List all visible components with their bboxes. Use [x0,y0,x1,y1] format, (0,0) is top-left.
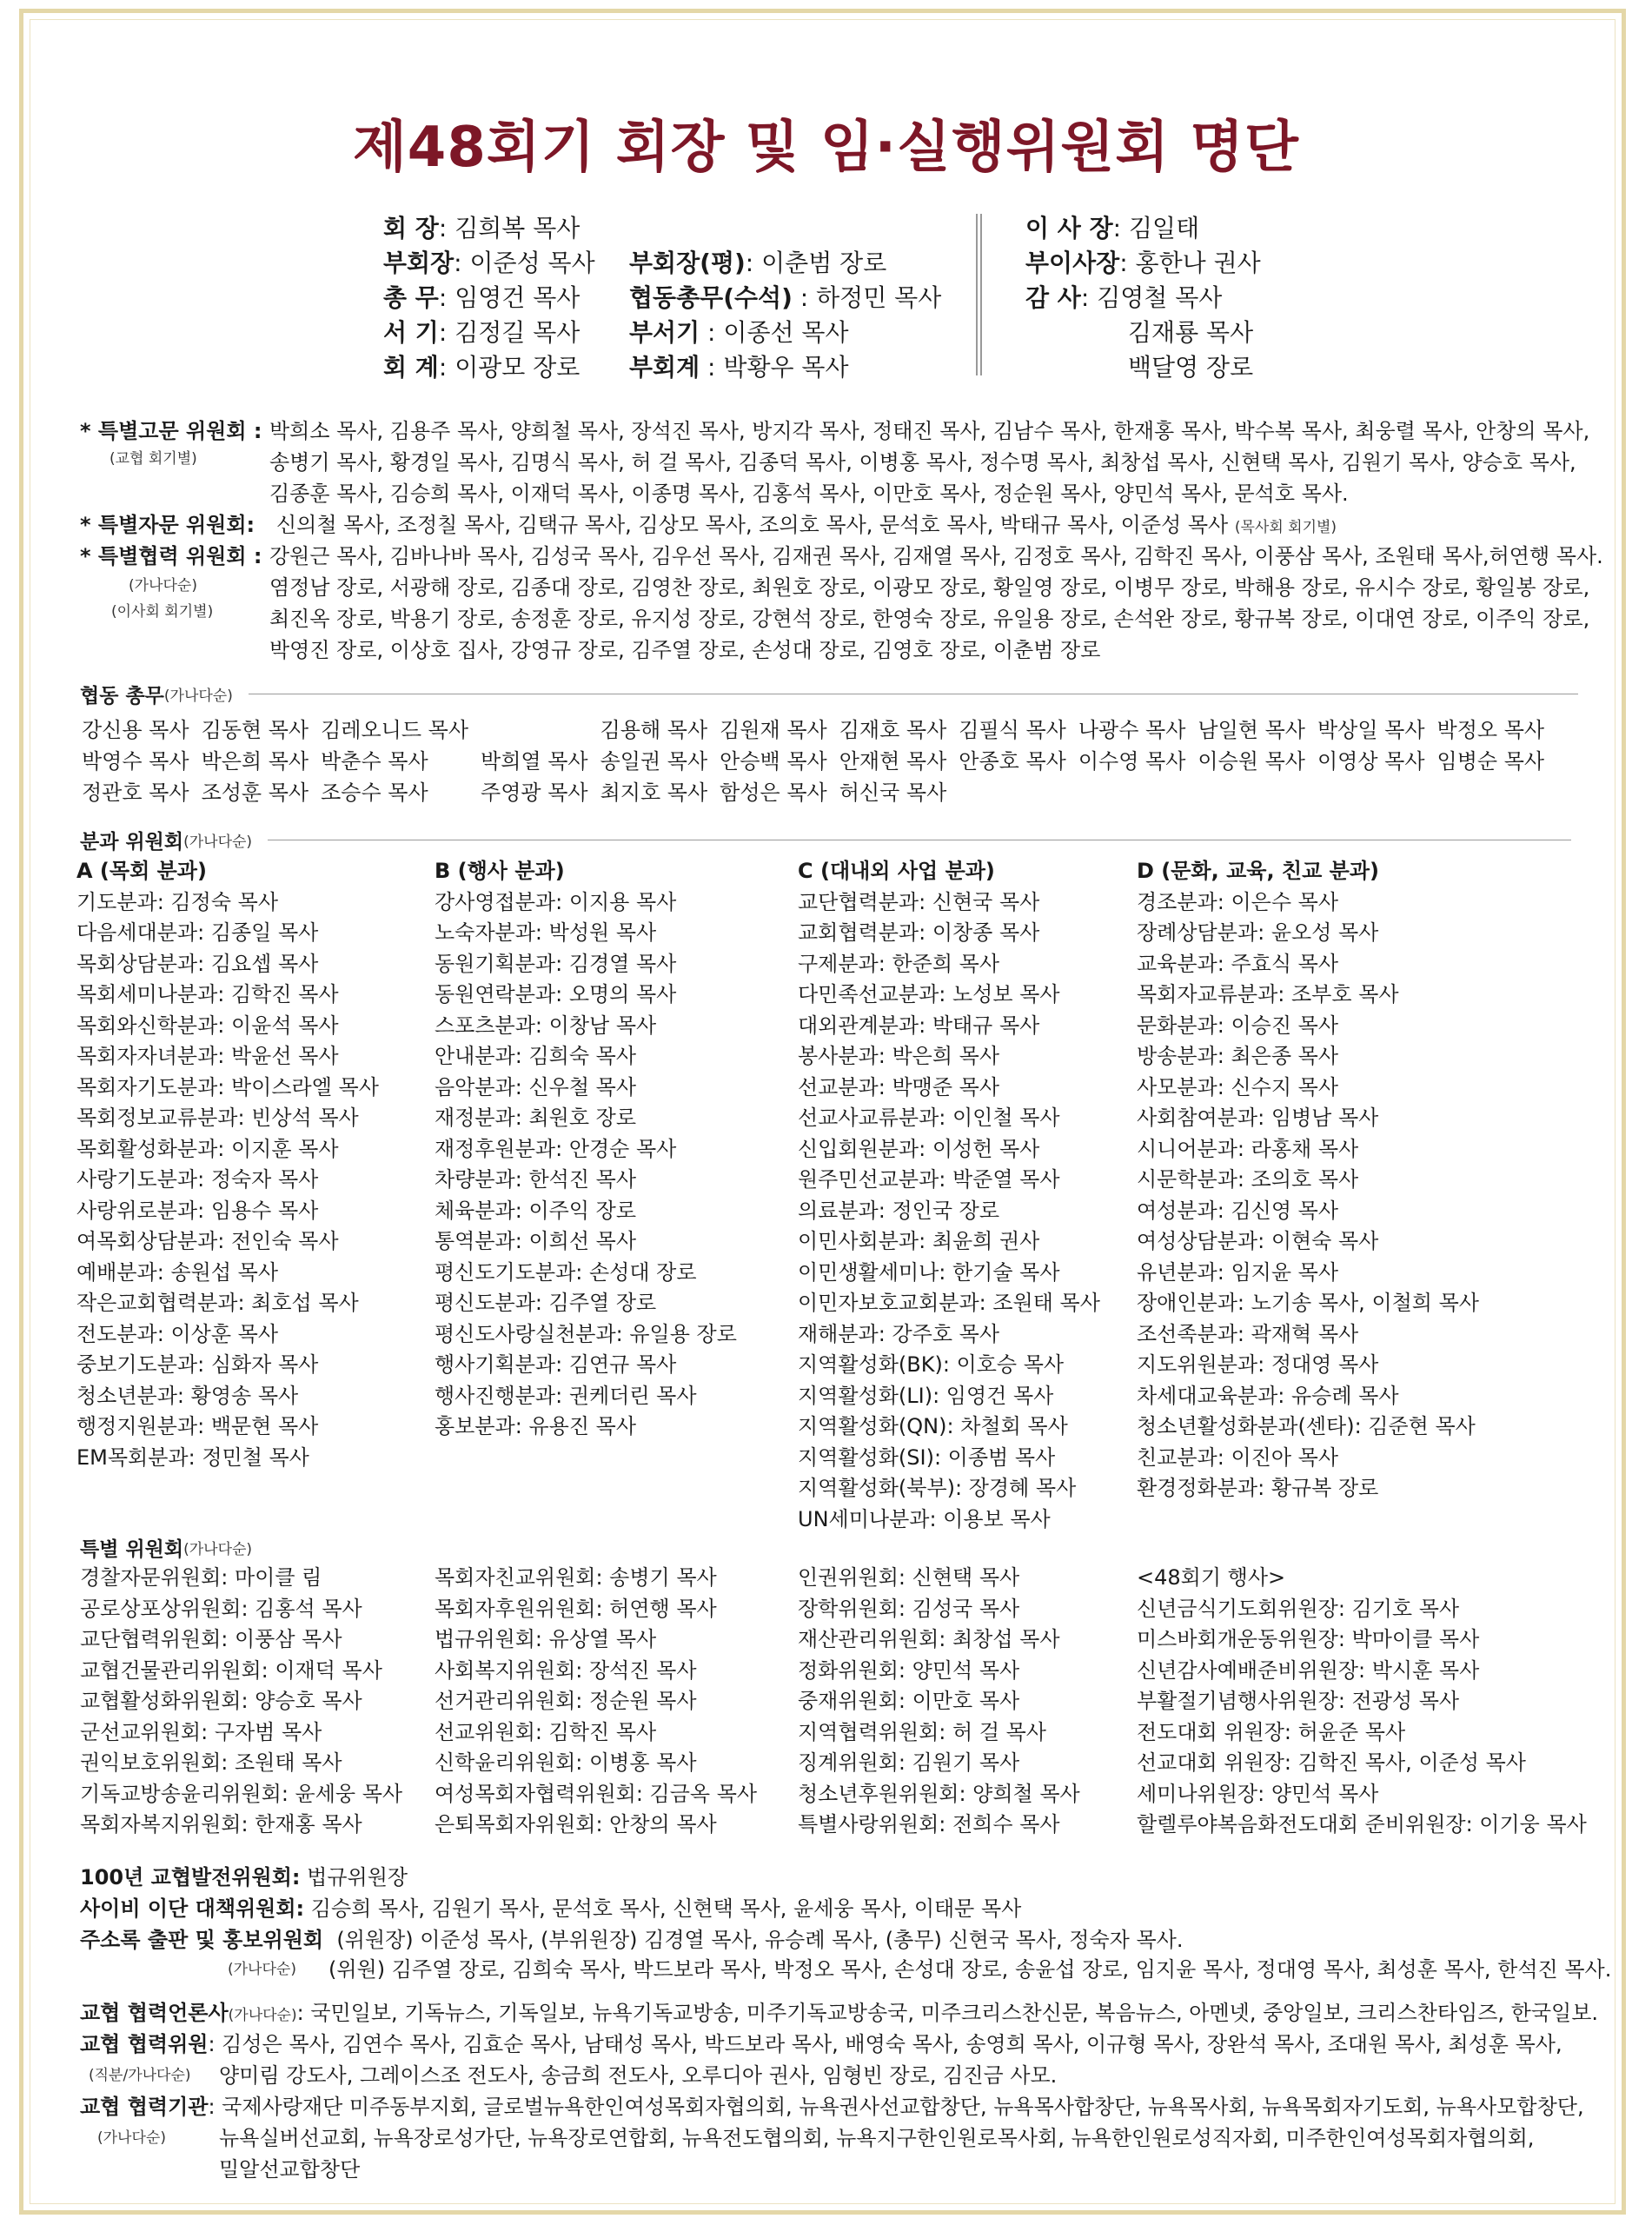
committee-item: 의료분과: 정인국 장로 [798,1198,999,1223]
partner-members-sub: (직분/가나다순) [89,2067,191,2084]
assoc-name [1198,777,1305,808]
assoc-name: 박춘수 목사 [321,749,428,774]
special-item: 전도대회 위원장: 허윤준 목사 [1137,1719,1406,1744]
special-item: 선거관리위원회: 정순원 목사 [435,1689,697,1713]
assoc-name: 조성훈 목사 [201,780,309,805]
committee-item: 차세대교육분과: 유승례 목사 [1137,1383,1399,1408]
special-item: 교단협력위원회: 이풍삼 목사 [80,1627,342,1651]
advisors-line: 김종훈 목사, 김승희 목사, 이재덕 목사, 이종명 목사, 김홍석 목사, 이만호 목사, 정순원 목사, 양민석 목사, 문석호 목사. [269,482,1349,506]
committee-item: 지역활성화(BK): 이호승 목사 [798,1352,1065,1377]
consult-label: * 특별자문 위원회: [80,513,255,537]
assoc-name [1317,777,1425,808]
committee-item: 재정분과: 최원호 장로 [435,1106,636,1130]
assoc-name: 이수영 목사 [1078,749,1186,774]
committee-item: 교회협력분과: 이창종 목사 [798,920,1040,945]
officer-row: 부회장: 이준성 목사 [383,249,595,277]
cult-committee: 사이비 이단 대책위원회: 김승희 목사, 김원기 목사, 문석호 목사, 신현택 목사, 윤세웅 목사, 이태문 목사 [80,1896,1022,1921]
special-committees-header: 특별 위원회 (가나다순) [80,1533,1536,1562]
committee-item: 중보기도분과: 심화자 목사 [76,1352,319,1377]
committee-item: 행정지원분과: 백문현 목사 [76,1414,319,1438]
committee-item: 환경정화분과: 황규복 장로 [1137,1476,1379,1500]
special-item: 목회자친교위원회: 송병기 목사 [435,1565,717,1590]
assoc-grid [82,714,1544,808]
assoc-name: 박상일 목사 [1317,718,1425,742]
committee-item: 체육분과: 이주익 장로 [435,1198,636,1223]
officer-row: 이 사 장: 김일태 [1025,214,1200,242]
committee-item: EM목회분과: 정민철 목사 [76,1445,309,1470]
coop-sub: (이사회 회기별) [111,603,214,621]
assoc-name [1078,777,1186,808]
special-col-1 [80,1563,402,1841]
assoc-name: 박영수 목사 [82,749,189,774]
committee-item: 행사진행분과: 권케더린 목사 [435,1383,697,1408]
committee-col-d [1137,856,1479,1504]
publication-members: (위원) 김주열 장로, 김희숙 목사, 박드보라 목사, 박정오 목사, 손성대 장로, 송윤섭 장로, 임지윤 목사, 정대영 목사, 최성훈 목사, 한석진 목사. [328,1957,1612,1982]
special-item: 재산관리위원회: 최창섭 목사 [798,1627,1060,1651]
committee-item: 봉사분과: 박은희 목사 [798,1044,999,1068]
committee-item: 경조분과: 이은수 목사 [1137,889,1338,914]
assoc-name: 주영광 목사 [481,780,588,805]
assoc-name: 안재현 목사 [839,749,947,774]
assoc-name: 김레오니드 목사 [321,718,469,742]
committee-item: 목회활성화분과: 이지훈 목사 [76,1136,339,1161]
partner-members: 교협 협력위원: 김성은 목사, 김연수 목사, 김효순 목사, 남태성 목사, 박드보라 목사, 배영숙 목사, 송영희 목사, 이규형 목사, 장완석 목사, 조대원 목사, 최성훈 목사, [80,2032,1562,2056]
committee-item: 사모분과: 신수지 목사 [1137,1074,1338,1099]
special-item: 신년금식기도회위원장: 김기호 목사 [1137,1596,1460,1621]
special-item: 기독교방송윤리위원회: 윤세웅 목사 [80,1781,403,1806]
committee-item: 지역활성화(SI): 이종범 목사 [798,1445,1056,1470]
committee-item: 사랑기도분과: 정숙자 목사 [76,1167,319,1192]
committee-item: UN세미나분과: 이용보 목사 [798,1506,1051,1531]
special-item: 장학위원회: 김성국 목사 [798,1596,1020,1621]
officer-row: 백달영 장로 [1128,353,1254,382]
partner-orgs-sub: (가나다순) [97,2129,166,2147]
assoc-name: 김동현 목사 [201,718,309,742]
committee-item: 지역활성화(북부): 장경혜 목사 [798,1476,1077,1500]
assoc-name: 나광수 목사 [1078,718,1186,742]
committee-item: 여성분과: 김신영 목사 [1137,1198,1338,1223]
assoc-name: 이승원 목사 [1198,749,1305,774]
committee-item: 원주민선교분과: 박준열 목사 [798,1167,1060,1192]
assoc-name: 박희열 목사 [481,749,588,774]
committee-item: 시문학분과: 조의호 목사 [1137,1167,1359,1192]
committee-item: 조선족분과: 곽재혁 목사 [1137,1321,1359,1346]
committee-item: 동원연락분과: 오명의 목사 [435,982,677,1006]
assoc-name: 송일권 목사 [600,749,708,774]
officer-row: 부회계 : 박황우 목사 [629,353,849,382]
centennial-committee: 100년 교협발전위원회: 법규위원장 [80,1865,408,1890]
publication-sub: (가나다순) [228,1961,296,1978]
coop-line: 강원근 목사, 김바나바 목사, 김성국 목사, 김우선 목사, 김재권 목사, 김재열 목사, 김정호 목사, 김학진 목사, 이풍삼 목사, 조원태 목사,허연행 목사. [269,544,1603,568]
officers-divider [976,214,982,375]
committee-item: 지역활성화(QN): 차철회 목사 [798,1414,1068,1438]
committee-item: 전도분과: 이상훈 목사 [76,1321,278,1346]
assoc-header: 협동 총무 (가나다순) [80,680,1578,708]
special-item: 경찰자문위원회: 마이클 림 [80,1565,322,1590]
committee-item: 구제분과: 한준희 목사 [798,951,999,976]
committee-item: 작은교회협력분과: 최호섭 목사 [76,1291,359,1315]
advisors-sub: (교협 회기별) [109,450,197,468]
committee-col-b [435,856,737,1443]
coop-line: 염정남 장로, 서광해 장로, 김종대 장로, 김영찬 장로, 최원호 장로, 이광모 장로, 황일영 장로, 이병무 장로, 박해용 장로, 유시수 장로, 황일봉 장로, [269,575,1590,600]
officer-row: 회 장: 김희복 목사 [383,214,581,242]
committee-item: 목회세미나분과: 김학진 목사 [76,982,339,1006]
committee-item: 평신도사랑실천분과: 유일용 장로 [435,1321,737,1346]
special-item: 법규위원회: 유상열 목사 [435,1627,657,1651]
special-item: 목회자복지위원회: 한재홍 목사 [80,1812,362,1836]
committee-heading: A (목회 분과) [76,859,207,883]
special-item: 은퇴목회자위원회: 안창의 목사 [435,1812,717,1836]
committee-item: 목회자자녀분과: 박윤선 목사 [76,1044,339,1068]
committee-item: 재해분과: 강주호 목사 [798,1321,999,1346]
committee-item: 노숙자분과: 박성원 목사 [435,920,657,945]
committee-heading: D (문화, 교육, 친교 분과) [1137,859,1379,883]
committee-heading: C (대내외 사업 분과) [798,859,995,883]
special-item: 권익보호위원회: 조원태 목사 [80,1750,342,1775]
special-item: 공로상포상위원회: 김홍석 목사 [80,1596,362,1621]
special-item: 신학윤리위원회: 이병홍 목사 [435,1750,697,1775]
assoc-name: 남일현 목사 [1198,718,1305,742]
special-item: 세미나위원장: 양민석 목사 [1137,1781,1379,1806]
committee-item: 여성상담분과: 이현숙 목사 [1137,1229,1379,1253]
officer-row: 감 사: 김영철 목사 [1025,283,1223,312]
special-item: 지역협력위원회: 허 걸 목사 [798,1719,1046,1744]
committee-item: 목회와신학분과: 이윤석 목사 [76,1013,339,1038]
committee-item: 시니어분과: 라홍채 목사 [1137,1136,1359,1161]
partner-members-line: 양미림 강도사, 그레이스조 전도사, 송금희 전도사, 오루디아 권사, 임형빈 장로, 김진금 사모. [219,2063,1058,2088]
assoc-name: 김원재 목사 [720,718,827,742]
special-item: 청소년후원위원회: 양희철 목사 [798,1781,1080,1806]
committee-col-a [76,856,379,1473]
coop-line: 최진옥 장로, 박용기 장로, 송정훈 장로, 유지성 장로, 강현석 장로, 한영숙 장로, 유일용 장로, 손석완 장로, 황규복 장로, 이대연 장로, 이주익 장로, [269,607,1590,631]
committee-item: 교단협력분과: 신현국 목사 [798,889,1040,914]
committee-item: 선교분과: 박맹준 목사 [798,1074,999,1099]
page-title: 제48회기 회장 및 임·실행위원회 명단 [352,116,1300,180]
committee-item: 평신도분과: 김주열 장로 [435,1291,657,1315]
special-col-3 [798,1563,1080,1841]
officers-mid [629,246,941,385]
assoc-name: 박정오 목사 [1436,718,1545,742]
special-item: 교협건물관리위원회: 이재덕 목사 [80,1657,382,1683]
officer-row: 김재룡 목사 [1128,318,1254,347]
partner-orgs-line: 밀알선교합창단 [219,2157,361,2182]
assoc-name: 김필식 목사 [959,718,1066,742]
committee-item: 이민사회분과: 최윤희 권사 [798,1229,1040,1253]
special-item: 군선교위원회: 구자범 목사 [80,1719,322,1744]
committee-item: 스포츠분과: 이창남 목사 [435,1013,657,1038]
special-item: 미스바회개운동위원장: 박마이클 목사 [1137,1627,1480,1651]
special-item: 여성목회자협력위원회: 김금옥 목사 [435,1781,758,1806]
committee-item: 다음세대분과: 김종일 목사 [76,920,319,945]
special-item: 특별사랑위원회: 전희수 목사 [798,1812,1060,1836]
committee-item: 강사영접분과: 이지용 목사 [435,889,677,914]
special-item: 목회자후원위원회: 허연행 목사 [435,1596,717,1621]
special-item: 선교대회 위원장: 김학진 목사, 이준성 목사 [1137,1750,1526,1775]
coop-line: 박영진 장로, 이상호 집사, 강영규 장로, 김주열 장로, 손성대 장로, 김영호 장로, 이춘범 장로 [269,638,1101,662]
committee-item: 차량분과: 한석진 목사 [435,1167,636,1192]
committee-item: 청소년활성화분과(센타): 김준현 목사 [1137,1414,1476,1438]
advisors-line: 박희소 목사, 김용주 목사, 양희철 목사, 장석진 목사, 방지각 목사, 정태진 목사, 김남수 목사, 한재홍 목사, 박수복 목사, 최웅렬 목사, 안창의 목사, [269,419,1590,443]
committee-item: 지역활성화(LI): 임영건 목사 [798,1383,1054,1408]
consult-sub: (목사회 회기별) [1234,519,1337,536]
assoc-name: 안종호 목사 [959,749,1066,774]
partner-orgs: 교협 협력기관: 국제사랑재단 미주동부지회, 글로벌뉴욕한인여성목회자협의회, 뉴욕권사선교합창단, 뉴욕목사합창단, 뉴욕목사회, 뉴욕목회자기도회, 뉴욕사모합창단, [80,2095,1584,2119]
assoc-name: 이영상 목사 [1317,749,1425,774]
publication-committee: 주소록 출판 및 홍보위원회 (위원장) 이준성 목사, (부위원장) 김경열 목사, 유승례 목사, (총무) 신현국 목사, 정숙자 목사. [80,1928,1184,1952]
committee-item: 유년분과: 임지윤 목사 [1137,1259,1338,1285]
committee-item: 사랑위로분과: 임용수 목사 [76,1198,319,1223]
assoc-name [959,777,1066,808]
assoc-name: 김용해 목사 [600,718,708,742]
committees-header: 분과 위원회 (가나다순) [80,826,1571,854]
consult-line: 신의철 목사, 조정칠 목사, 김택규 목사, 김상모 목사, 조의호 목사, 문석호 목사, 박태규 목사, 이준성 목사 (목사회 회기별) [276,513,1337,537]
special-item: 징계위원회: 김원기 목사 [798,1750,1020,1775]
committee-heading: B (행사 분과) [435,859,565,883]
officer-row: 회 계: 이광모 장로 [383,353,581,382]
assoc-name: 김재호 목사 [839,718,947,742]
assoc-name [1437,777,1545,808]
partner-orgs-line: 뉴욕실버선교회, 뉴욕장로성가단, 뉴욕장로연합회, 뉴욕전도협의회, 뉴욕지구한인원로목사회, 뉴욕한인원로성직자회, 미주한인여성목회자협의회, [219,2126,1535,2150]
officers-right [1025,211,1261,385]
special-item: 할렐루야복음화전도대회 준비위원장: 이기웅 목사 [1137,1812,1587,1836]
special-col-4 [1137,1563,1587,1841]
committee-item: 목회정보교류분과: 빈상석 목사 [76,1106,359,1130]
special-item: 교협활성화위원회: 양승호 목사 [80,1689,362,1713]
committee-item: 신입회원분과: 이성헌 목사 [798,1136,1040,1161]
press-partners: 교협 협력언론사(가나다순): 국민일보, 기독뉴스, 기독일보, 뉴욕기독교방송, 미주기독교방송국, 미주크리스찬신문, 복음뉴스, 아멘넷, 중앙일보, 크리스찬타임즈, 한국일보. [80,2001,1599,2025]
committee-col-c [798,856,1100,1535]
committee-item: 목회자기도분과: 박이스라엘 목사 [76,1074,379,1099]
committee-item: 사회참여분과: 임병남 목사 [1137,1106,1379,1130]
assoc-name: 안승백 목사 [720,749,827,774]
assoc-name [481,714,588,746]
special-item: 신년감사예배준비위원장: 박시훈 목사 [1137,1657,1480,1683]
committee-item: 목회자교류분과: 조부호 목사 [1137,982,1399,1006]
assoc-name: 박은희 목사 [201,749,309,774]
special-item: <48회기 행사> [1137,1565,1286,1590]
officer-row: 부이사장: 홍한나 권사 [1025,249,1261,277]
assoc-name: 조승수 목사 [321,780,428,805]
committee-item: 청소년분과: 황영송 목사 [76,1383,299,1408]
committee-item: 교육분과: 주효식 목사 [1137,951,1338,976]
committee-item: 장애인분과: 노기송 목사, 이철희 목사 [1137,1291,1479,1315]
special-item: 사회복지위원회: 장석진 목사 [435,1657,697,1683]
special-item: 중재위원회: 이만호 목사 [798,1689,1020,1713]
committee-item: 선교사교류분과: 이인철 목사 [798,1106,1060,1130]
committee-item: 재정후원분과: 안경순 목사 [435,1136,677,1161]
committee-item: 안내분과: 김희숙 목사 [435,1044,636,1068]
officer-row: 부회장(평): 이춘범 장로 [629,249,887,277]
assoc-name: 허신국 목사 [839,780,947,805]
committee-item: 행사기획분과: 김연규 목사 [435,1352,677,1377]
committee-item: 평신도기도분과: 손성대 장로 [435,1259,697,1285]
advisors-line: 송병기 목사, 황경일 목사, 김명식 목사, 허 걸 목사, 김종덕 목사, 이병홍 목사, 정수명 목사, 최창섭 목사, 신현택 목사, 김원기 목사, 양승호 목사, [269,450,1576,475]
committee-item: 친교분과: 이진아 목사 [1137,1445,1338,1470]
special-item: 인권위원회: 신현택 목사 [798,1565,1020,1590]
special-item: 부활절기념행사위원장: 전광성 목사 [1137,1689,1460,1713]
assoc-name: 임병순 목사 [1436,749,1545,774]
officers-left [383,211,595,385]
assoc-name: 강신용 목사 [82,718,189,742]
committee-item: 대외관계분과: 박태규 목사 [798,1013,1040,1038]
assoc-name: 최지호 목사 [600,780,708,805]
coop-sub: (가나다순) [129,577,197,594]
committee-item: 여목회상담분과: 전인숙 목사 [76,1229,339,1253]
officer-row: 서 기: 김정길 목사 [383,318,581,347]
committee-item: 홍보분과: 유용진 목사 [435,1414,636,1438]
special-item: 정화위원회: 양민석 목사 [798,1657,1020,1683]
committee-item: 기도분과: 김정숙 목사 [76,889,278,914]
officer-row: 협동총무(수석) : 하정민 목사 [629,283,942,312]
committee-item: 문화분과: 이승진 목사 [1137,1013,1338,1038]
officer-row: 총 무: 임영건 목사 [383,283,581,312]
coop-label: * 특별협력 위원회 : [80,544,262,568]
committee-item: 지도위원분과: 정대영 목사 [1137,1352,1379,1377]
committee-item: 방송분과: 최은종 목사 [1137,1044,1338,1068]
special-item: 선교위원회: 김학진 목사 [435,1719,657,1744]
advisors-label: * 특별고문 위원회 : [80,419,262,443]
committee-item: 음악분과: 신우철 목사 [435,1074,636,1099]
officer-row: 부서기 : 이종선 목사 [629,318,849,347]
committee-item: 이민자보호교회분과: 조원태 목사 [798,1291,1100,1315]
committee-item: 동원기획분과: 김경열 목사 [435,951,677,976]
assoc-name: 함성은 목사 [720,780,827,805]
committee-item: 이민생활세미나: 한기술 목사 [798,1259,1060,1285]
committee-item: 예배분과: 송원섭 목사 [76,1259,278,1285]
committee-item: 목회상담분과: 김요셉 목사 [76,951,319,976]
special-col-2 [435,1563,757,1841]
assoc-name: 정관호 목사 [82,780,189,805]
committee-item: 다민족선교분과: 노성보 목사 [798,982,1060,1006]
committee-item: 통역분과: 이희선 목사 [435,1229,636,1253]
committee-item: 장례상담분과: 윤오성 목사 [1137,920,1379,945]
